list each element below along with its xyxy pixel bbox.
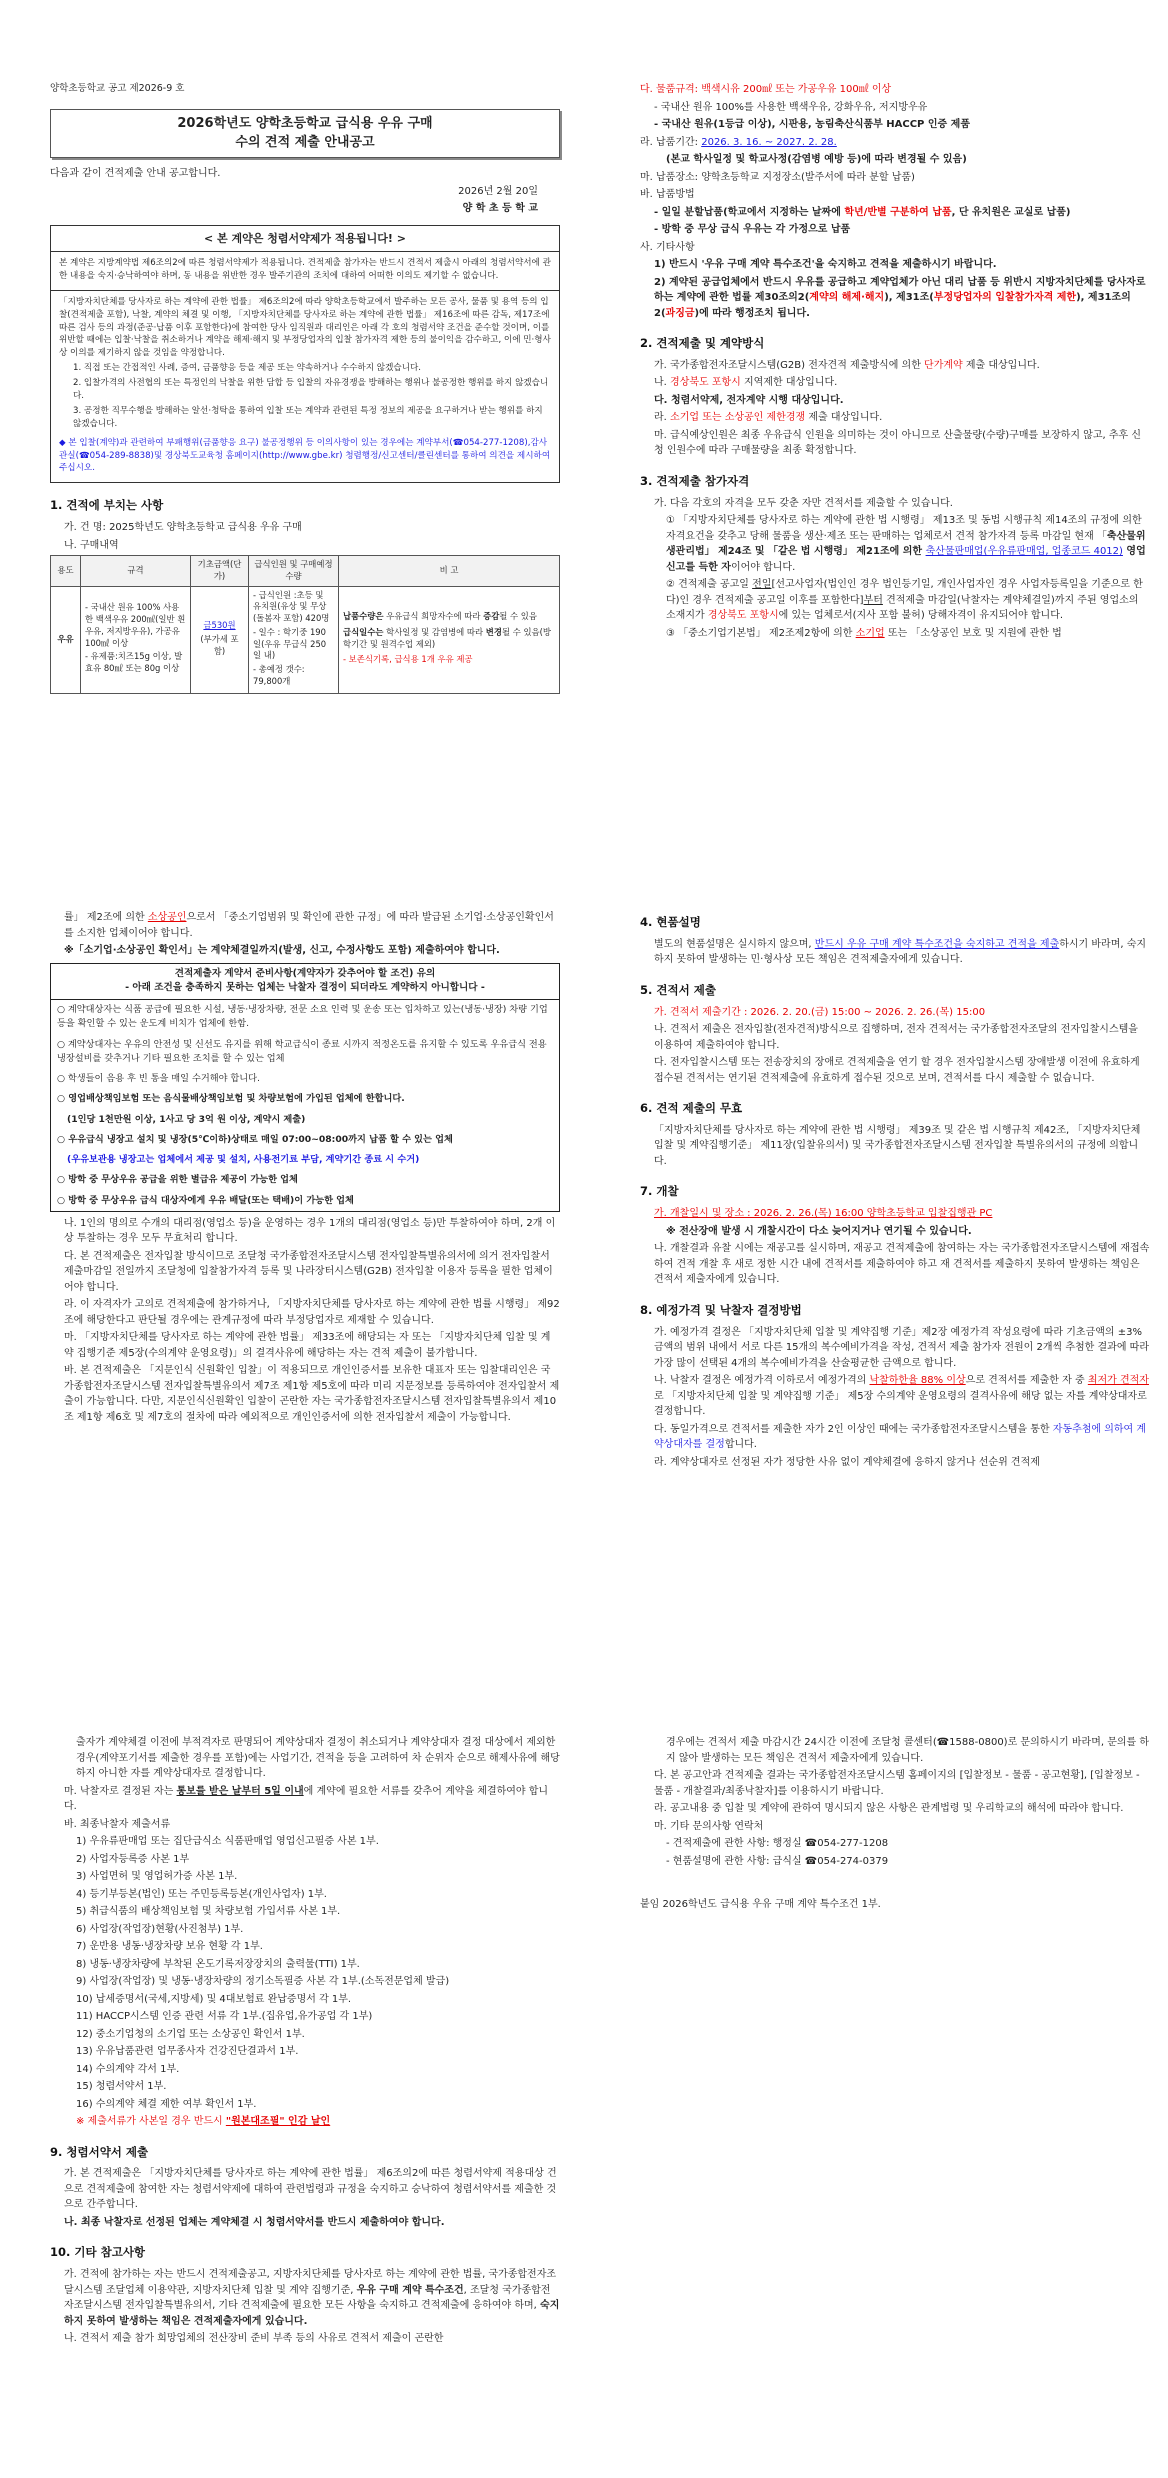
notice-heading: < 본 계약은 청렴서약제가 적용됩니다! > xyxy=(204,231,406,245)
title-line-1: 2026학년도 양학초등학교 급식용 우유 구매 xyxy=(177,115,433,131)
list-item: 7) 운반용 냉동·냉장차량 보유 현황 각 1부. xyxy=(76,1941,263,1952)
announce-number: 양학초등학교 공고 제2026-9 호 xyxy=(50,83,185,94)
qty-line: - 일수 : 학기중 190일(우유 무급식 250일 내) xyxy=(253,626,327,661)
notice-date: 2026년 2월 20일 xyxy=(458,185,538,197)
s3-item-3: ③ 「중소기업기본법」 제2조제2항에 의한 소기업 또는 「소상공인 보호 및 지원에 관한 법 xyxy=(666,627,1062,639)
box-heading-1: 견적제출자 계약서 준비사항(계약자가 갖추어야 할 조건) 유의 xyxy=(174,967,436,979)
base-price: 금530원 xyxy=(203,620,236,631)
title-line-2: 수의 견적 제출 안내공고 xyxy=(235,134,375,150)
delivery-period: 라. 납품기간: 2026. 3. 16. ~ 2027. 2. 28. xyxy=(640,136,837,148)
notice-report: ◆ 본 입찰(계약)과 관련하여 부패행위(금품향응 요구) 불공정행위 등 이의사항이 있는 경우에는 계약부서(☎054-277-1208),감사관실(☎054-289-8838)및 경상북도교육청 홈페이지(http://www.gbe.kr) 청렴행정/신고센터/클린센터를 통하여 의견을 제시하여 주십시오. xyxy=(59,437,551,474)
page3-right xyxy=(640,1735,1150,1915)
delivery-place: 마. 납품장소: 양학초등학교 지정장소(발주서에 따라 분할 납품) xyxy=(640,171,915,183)
section-7-title: 7. 개찰 xyxy=(640,1184,679,1199)
s10-e: 마. 기타 문의사항 연락처 xyxy=(654,1820,764,1832)
s5-a: 가. 견적서 제출기간 : 2026. 2. 20.(금) 15:00 ~ 2026. 2. 26.(목) 15:00 xyxy=(654,1006,986,1018)
s2-b: 나. 경상북도 포항시 지역제한 대상입니다. xyxy=(654,377,838,389)
list-item: 2) 사업자등록증 사본 1부 xyxy=(76,1853,190,1865)
table-header: 비 고 xyxy=(339,556,560,587)
table-cell-note xyxy=(339,586,560,693)
s10-d: 라. 공고내용 중 입찰 및 계약에 관하여 명시되지 않은 사항은 관계법령 및 우리학교의 해석에 따라야 합니다. xyxy=(654,1803,1124,1814)
table-row xyxy=(51,586,560,693)
s2-a: 가. 국가종합전자조달시스템(G2B) 전자견적 제출방식에 의한 단가계약 제출 대상입니다. xyxy=(654,359,1040,371)
s10-b: 나. 견적서 제출 참가 희망업체의 전산장비 준비 부족 등의 사유로 견적서 제출이 곤란한 xyxy=(64,2333,444,2345)
notice-item: 3. 공정한 직무수행을 방해하는 알선·청탁을 통하여 입찰 또는 계약과 관련된 특정 정보의 제공을 요구하거나 받는 행위를 하지 않겠습니다. xyxy=(73,405,543,429)
list-item: 15) 청렴서약서 1부. xyxy=(76,2081,167,2092)
integrity-notice xyxy=(50,225,560,483)
table-cell-use: 우유 xyxy=(51,586,81,693)
s8-d-cont: 출자가 계약체결 이전에 부적격자로 판명되어 계약상대자 결정이 취소되거나 계약상대자 결정 대상에서 제외한 경우(계약포기서를 제출한 경우를 포함)에는 사업기간, 견적을 등을 고려하여 차 순위자 순으로 해제사유에 해당하지 아니한 자를 계약상대자로 결정합니다. xyxy=(76,1737,560,1779)
s3-item-2: ② 견적제출 공고일 전일[선고사업자(법인인 경우 법인등기일, 개인사업자인 경우 사업자등록일을 기준으로 한다)인 경우 견적제출 공고일 이후를 포함한다]부터 견적제출 마감일(낙찰자는 계약체결일)까지 주된 영업소의 소재지가 경상북도 포항시에 있는 업체로서(지사 포함 불허) 당해자격이 유지되어야 합니다. xyxy=(666,579,1143,622)
box-item: ○ 방학 중 무상우유 공급을 위한 별급유 제공이 가능한 업체 xyxy=(57,1174,298,1186)
s3-confirm-note: ※「소기업·소상공인 확인서」는 계약체결일까지(발생, 신고, 수정사항도 포함) 제출하여야 합니다. xyxy=(64,945,500,956)
s10-b-cont: 경우에는 견적서 제출 마감시간 24시간 이전에 조달청 콜센터(☎1588-0800)로 문의하시기 바라며, 문의를 하지 않아 발생하는 모든 책임은 견적서 제출자에게 있습니다. xyxy=(666,1737,1150,1764)
s7-note: ※ 전산장애 발생 시 개찰시간이 다소 늦어지거나 연기될 수 있습니다. xyxy=(666,1225,972,1237)
s3-a: 가. 다음 각호의 자격을 모두 갖춘 자만 견적서를 제출할 수 있습니다. xyxy=(654,497,953,509)
box-heading-2: - 아래 조건을 충족하지 못하는 업체는 낙찰자 결정이 되더라도 계약하지 아니합니다 - xyxy=(125,982,485,994)
list-item: 14) 수의계약 각서 1부. xyxy=(76,2063,180,2075)
delivery-period-note: (본교 학사일정 및 학교사정(감염병 예방 등)에 따라 변경될 수 있음) xyxy=(666,154,967,165)
page3-left xyxy=(50,1735,560,2349)
section-1-title: 1. 견적에 부치는 사항 xyxy=(50,498,164,513)
s8-d: 라. 계약상대자로 선정된 자가 정당한 사유 없이 계약체결에 응하지 않거나 선순위 견적제 xyxy=(654,1456,1040,1468)
box-item: ○ 계약대상자는 식품 공급에 필요한 시설, 냉동·냉장차량, 전문 소요 인력 및 운송 또는 입차하고 있는(냉동·냉장) 차량 기업 등을 확인할 수 있는 운도계 비치가 업체에 한함. xyxy=(57,1004,548,1030)
spec-line: - 국내산 원유 100% 사용한 백색우유 200㎖(일반 흰우유, 저지방우유), 가공유 100㎖ 이상 xyxy=(85,602,186,648)
other-notes: 사. 기타사항 xyxy=(640,241,695,253)
s2-e: 마. 급식예상인원은 최종 우유급식 인원을 의미하는 것이 아니므로 산출물량(수량)구매를 보장하지 않고, 추후 신청 인원수에 따라 구매물량을 최종 확정합니다. xyxy=(654,429,1142,457)
s3-item: 마. 「지방자치단체를 당사자로 하는 계약에 관한 법률」 제33조에 해당되는 자 또는 「지방자치단체 입찰 및 계약 집행기준 제5장(수의계약 운영요령)」의 결격사유에 해당하는 자는 견적 제출이 불가합니다. xyxy=(64,1332,551,1359)
list-item: 12) 중소기업청의 소기업 또는 소상공인 확인서 1부. xyxy=(76,2028,305,2040)
notice-item: 2. 입찰가격의 사전협의 또는 특정인의 낙찰을 위한 담합 등 입찰의 자유경쟁을 방해하는 행위나 불공정한 행위를 하지 않겠습니다. xyxy=(73,378,549,401)
notice-body xyxy=(51,251,559,290)
note-line: 급식일수는 학사일정 및 감염병에 따라 변경될 수 있음(방학기간 및 원격수업 제외) xyxy=(343,626,551,649)
s10-a: 가. 견적에 참가하는 자는 반드시 견적제출공고, 지방자치단체를 당사자로 하는 계약에 관한 법률, 국가종합전자조달시스템 조달업체 이용약관, 지방자치단체 입찰 및 계약 집행기준, 우유 구매 계약 특수조건, 조달청 국가종합전자조달시스템 전자입찰특별유의서, 기타 견적제출에 필요한 모든 사항을 숙지하고 견적제출에 응하여야 하며, 숙지하지 못하여 발생하는 책임은 견적제출자에게 있습니다. xyxy=(64,2269,560,2327)
contract-prep-box xyxy=(50,963,560,1212)
qty-line: - 총예정 갯수: 79,800개 xyxy=(253,664,305,687)
delivery-method-2: - 방학 중 무상 급식 우유는 각 가정으로 납품 xyxy=(654,224,851,235)
spec-standard-1: - 국내산 원유 100%를 사용한 백색우유, 강화우유, 저지방우유 xyxy=(654,101,928,113)
notice-item: 1. 직접 또는 간접적인 사례, 증여, 금품향응 등을 제공 또는 약속하거나 수수하지 않겠습니다. xyxy=(73,363,422,374)
s3-item: 바. 본 견적제출은 「지문인식 신원확인 입찰」이 적용되므로 개인인증서를 보유한 대표자 또는 입찰대리인은 국가종합전자조달시스템 전자입찰특별유의서 제7조 제1항 제5호에 따라 미리 지문정보를 등록하여야 전자입찰서 제출이 가능합니다. 다만, 지문인식신원확인 입찰이 곤란한 자는 국가종합전자조달시스템 전자입찰특별유의서 제10조 제1항 제6호 및 제7호의 절차에 따라 예외적으로 개인인증서에 의한 전자입찰서 제출이 가능합니다. xyxy=(64,1365,560,1423)
list-item: 5) 취급식품의 배상책임보험 및 차량보험 가입서류 사본 1부. xyxy=(76,1906,341,1917)
note-line: 납품수량은 우유급식 희망자수에 따라 증감될 수 있음 xyxy=(343,611,537,622)
s3-item-1: ① 「지방자치단체를 당사자로 하는 계약에 관한 법 시행령」 제13조 및 동법 시행규칙 제14조의 규정에 의한 자격요건을 갖추고 당해 물품을 생산·제조 또는 판매하는 업체로서 견적 참가자격 등록 마감일 현재 「축산물위생관리법」 제24조 및 「같은 법 시행령」 제21조에 의한 축산물판매업(우유류판매업, 업종코드 4012) 영업신고를 득한 자이어야 합니다. xyxy=(666,515,1146,573)
table-header: 급식인원 및 구매예정수량 xyxy=(249,556,339,587)
title-box xyxy=(50,109,560,159)
spec-standard: 다. 물품규격: 백색시유 200㎖ 또는 가공우유 100㎖ 이상 xyxy=(640,84,892,95)
box-heading xyxy=(51,964,559,1001)
s3-item: 다. 본 견적제출은 전자입찰 방식이므로 조달청 국가종합전자조달시스템 전자입찰특별유의서에 의거 전자입찰서 제출마감일 전일까지 조달청에 입찰참가자격 등록 및 나라장터시스템(G2B) 전자입찰 이용자 등록을 필한 업체이어야 합니다. xyxy=(64,1250,553,1293)
spec-standard-2: - 국내산 원유(1등급 이상), 시판용, 농림축산식품부 HACCP 인증 제품 xyxy=(654,119,970,130)
school-name: 양 학 초 등 학 교 xyxy=(462,203,538,215)
table-cell-price xyxy=(191,586,249,693)
page1-right xyxy=(640,82,1150,643)
list-item: 6) 사업장(작업장)현황(사진첨부) 1부. xyxy=(76,1923,244,1935)
s2-d: 라. 소기업 또는 소상공인 제한경쟁 제출 대상입니다. xyxy=(654,412,883,424)
s2-c: 다. 청렴서약제, 전자계약 시행 대상입니다. xyxy=(654,394,844,406)
box-item: ○ 방학 중 무상우유 급식 대상자에게 우유 배달(또는 택배)이 가능한 업체 xyxy=(57,1194,354,1206)
section-3-title: 3. 견적제출 참가자격 xyxy=(640,473,750,488)
box-item: (우유보관용 냉장고는 업체에서 제공 및 설치, 사용전기료 부담, 계약기간 종료 시 수거) xyxy=(67,1154,420,1166)
price-note: (부가세 포함) xyxy=(200,633,239,656)
s5-b: 나. 견적서 제출은 전자입찰(전자견적)방식으로 집행하며, 전자 견적서는 국가종합전자조달의 전자입찰시스템을 이용하여 제출하여야 합니다. xyxy=(654,1024,1138,1051)
box-item: ○ 우유급식 냉장고 설치 및 냉장(5℃이하)상태로 매일 07:00~08:00까지 납품 할 수 있는 업체 xyxy=(57,1133,453,1145)
section-6-title: 6. 견적 제출의 무효 xyxy=(640,1101,743,1116)
section-10-title: 10. 기타 참고사항 xyxy=(50,2245,146,2260)
purchase-details-label: 나. 구매내역 xyxy=(64,539,119,551)
intro-text: 다음과 같이 견적제출 안내 공고합니다. xyxy=(50,168,221,180)
list-item: 11) HACCP시스템 인증 관련 서류 각 1부.(집유업,유가공업 각 1부) xyxy=(76,2011,373,2022)
section-8-title: 8. 예정가격 및 낙찰자 결정방법 xyxy=(640,1302,802,1317)
page1-left xyxy=(50,82,560,694)
s7-a: 가. 개찰일시 및 장소 : 2026. 2. 26.(목) 16:00 양학초등학교 입찰집행관 PC xyxy=(654,1208,993,1220)
s8-c: 다. 동일가격으로 견적서를 제출한 자가 2인 이상인 때에는 국가종합전자조달시스템을 통한 자동추첨에 의하여 계약상대자를 결정합니다. xyxy=(654,1423,1147,1451)
table-header: 기초금액(단가) xyxy=(191,556,249,587)
box-item: (1인당 1천만원 이상, 1사고 당 3억 원 이상, 계약시 제출) xyxy=(67,1113,306,1125)
document-list xyxy=(50,1834,560,2130)
s8-a: 가. 예정가격 결정은 「지방자치단체 입찰 및 계약집행 기준」제2장 예정가격 작성요령에 따라 기초금액의 ±3% 금액의 범위 내에서 서로 다른 15개의 복수예비가격을 작성, 견적서 제출 참가자 전원이 2개씩 추첨한 결과에 따라 가장 많이 선택된 4개의 복수예비가격을 산술평균한 금액으로 합니다. xyxy=(654,1326,1149,1369)
contact-admin: - 견적제출에 관한 사항: 행정실 ☎054-277-1208 xyxy=(666,1838,889,1849)
s4-text: 별도의 현품설명은 실시하지 않으며, 반드시 우유 구매 계약 특수조건을 숙지하고 견적을 제출하시기 바라며, 숙지하지 못하여 발생하는 민·형사상 모든 책임은 견적제출자에게 있습니다. xyxy=(654,938,1147,966)
attachment-note: 붙임 2026학년도 급식용 우유 구매 계약 특수조건 1부. xyxy=(640,1899,881,1910)
table-header: 용도 xyxy=(51,556,81,587)
list-item: 3) 사업면허 및 영업허가증 사본 1부. xyxy=(76,1871,238,1882)
s8-b: 나. 낙찰자 결정은 예정가격 이하로서 예정가격의 낙찰하한율 88% 이상으로 견적서를 제출한 자 중 최저가 견적자로 「지방자치단체 입찰 및 계약집행 기준」 제5장 수의계약 운영요령의 결격사유에 해당 없는 자를 계약상대자로 결정합니다. xyxy=(654,1375,1149,1418)
table-cell-qty xyxy=(249,586,339,693)
s6-text: 「지방자치단체를 당사자로 하는 계약에 관한 법 시행령」 제39조 및 같은 법 시행규칙 제42조, 「지방자치단체 입찰 및 계약집행기준」 제11장(입찰유의서) 및 국가종합전자조달시스템 전자입찰 특별유의서의 규정에 의합니다. xyxy=(654,1124,1141,1167)
s7-b: 나. 개찰결과 유찰 시에는 재공고를 실시하며, 재공고 견적제출에 참여하는 자는 국가종합전자조달시스템에 재접속하여 견적 개찰 후 새로 정한 시간 내에 견적서를 제출하여야 하고 재 견적서를 제출하지 못하여 발생하는 책임은 견적서 제출자에게 있습니다. xyxy=(654,1243,1150,1286)
table-cell-spec xyxy=(81,586,191,693)
section-9-title: 9. 청렴서약서 제출 xyxy=(50,2144,149,2159)
box-item: ○ 영업배상책임보험 또는 음식물배상책임보험 및 차량보험에 가입된 업체에 한합니다. xyxy=(57,1093,405,1105)
other-note-1: 1) 반드시 '우유 구매 계약 특수조건'을 숙지하고 견적을 제출하시기 바랍니다. xyxy=(654,259,997,270)
table-header: 규격 xyxy=(81,556,191,587)
notice-body-2 xyxy=(51,290,559,483)
table-header-row xyxy=(51,556,560,587)
qty-line: - 급식인원 :초등 및 유치원(유상 및 무상(돌봄자 포함) 420명 xyxy=(253,589,330,624)
note-line: - 보존식기록, 급식용 1개 우유 제공 xyxy=(343,654,473,665)
s8-f: 바. 최종낙찰자 제출서류 xyxy=(64,1818,171,1830)
list-item: 16) 수의계약 체결 제한 여부 확인서 1부. xyxy=(76,2098,257,2110)
list-item: 8) 냉동·냉장차량에 부착된 온도기록저장장치의 출력물(TTI) 1부. xyxy=(76,1958,360,1970)
list-item: 4) 등기부등본(법인) 또는 주민등록등본(개인사업자) 1부. xyxy=(76,1888,327,1900)
section-2-title: 2. 견적제출 및 계약방식 xyxy=(640,336,765,350)
documents-note: ※ 제출서류가 사본일 경우 반드시 "원본대조필" 인감 날인 xyxy=(76,2116,331,2127)
delivery-method-1: - 일일 분할납품(학교에서 지정하는 날짜에 학년/반별 구분하여 납품, 단 유치원은 교실로 납품) xyxy=(654,206,1071,218)
s3-item: 라. 이 자격자가 고의로 견적제출에 참가하거나, 「지방자치단체를 당사자로 하는 계약에 관한 법률 시행령」 제92조에 해당한다고 판단될 경우에는 관계규정에 따라 부정당업자로 제재할 수 있습니다. xyxy=(64,1299,560,1326)
list-item: 10) 납세증명서(국세,지방세) 및 4대보험료 완납증명서 각 1부. xyxy=(76,1993,352,2005)
box-item: ○ 계약상대자는 우유의 안전성 및 신선도 유지를 위해 학교급식이 종료 시까지 적정온도를 유지할 수 있도록 우유급식 전용 냉장설비를 갖추거나 기타 필요한 조치를 할 수 있는 업체 xyxy=(57,1038,547,1064)
list-item: 13) 우유납품관련 업무종사자 건강진단결과서 1부. xyxy=(76,2046,299,2057)
other-note-2: 2) 계약된 공급업체에서 반드시 우유를 공급하고 계약업체가 아닌 대리 납품 등 위반시 지방자치단체를 당사자로 하는 계약에 관한 법률 제30조의2(계약의 해제·해지), 제31조(부정당업자의 입찰참가자격 제한), 제31조의 2(과징금)에 따라 행정조치 됩니다. xyxy=(654,276,1146,319)
spec-line: - 유제품:치즈15g 이상, 발효유 80㎖ 또는 80g 이상 xyxy=(85,651,183,674)
purchase-table xyxy=(50,555,560,694)
box-item: ○ 학생들이 음용 후 빈 통을 매일 수거해야 합니다. xyxy=(57,1073,260,1085)
s10-c: 다. 본 공고안과 견적제출 결과는 국가종합전자조달시스템 홈페이지의 [입찰정보 - 물품 - 공고현황], [입찰정보 - 물품 - 개찰결과/최종낙찰자]를 이용하시기 바랍니다. xyxy=(654,1770,1140,1797)
section-4-title: 4. 현품설명 xyxy=(640,915,701,929)
notice-paragraph-2: 「지방자치단체를 당사자로 하는 계약에 관한 법률」 제6조의2에 따라 양학초등학교에서 발주하는 모든 공사, 물품 및 용역 등의 입찰(견적제출 포함), 낙찰, 계약의 체결 및 이행, 「지방자치단체를 당사자로 하는 계약에 관한 법률」 제16조에 따른 감독, 제17조에 따른 검사 등의 과정(준공·납품 이후 포함한다)에 참여한 당사 임직원과 대리인은 아래 각 호의 청렴서약 조건을 준수할 것이며, 이를 위반할 때에는 입찰·낙찰을 취소하거나 계약을 해제·해지 및 부정당업자의 입찰 참가자격 제한 등의 불이익을 감수하고, 이에 민·형사상 이의를 제기하지 않을 것임을 약정합니다. xyxy=(59,296,551,359)
notice-paragraph-1: 본 계약은 지방계약법 제6조의2에 따른 청렴서약제가 적용됩니다. 견적제출 참가자는 반드시 견적서 제출시 아래의 청렴서약서에 관한 내용을 숙지·승낙하여야 하며, 동 내용을 위반한 경우 발주기관의 조치에 대하여 어떠한 이의도 제기할 수 없습니다. xyxy=(59,257,551,281)
s3-item: 나. 1인의 명의로 수개의 대리점(영업소 등)을 운영하는 경우 1개의 대리점(영업소 등)만 투찰하여야 하며, 2개 이상 투찰하는 경우 모두 무효처리 합니다. xyxy=(64,1217,556,1245)
item-name: 가. 건 명: 2025학년도 양학초등학교 급식용 우유 구매 xyxy=(64,522,302,534)
s8-e: 마. 낙찰자로 결정된 자는 통보를 받은 날부터 5일 이내에 계약에 필요한 서류를 갖추어 계약을 체결하여야 합니다. xyxy=(64,1785,549,1812)
list-item: 9) 사업장(작업장) 및 냉동·냉장차량의 정기소독필증 사본 각 1부.(소독전문업체 발급) xyxy=(76,1976,450,1987)
s9-b: 나. 최종 낙찰자로 선정된 업체는 계약체결 시 청렴서약서를 반드시 제출하여야 합니다. xyxy=(64,2216,445,2228)
page2-left xyxy=(50,910,560,1427)
section-5-title: 5. 견적서 제출 xyxy=(640,982,716,997)
s5-c: 다. 전자입찰시스템 또는 전송장치의 장애로 견적제출을 연기 할 경우 전자입찰시스템 장애발생 이전에 유효하게 접수된 견적서는 연기된 견적제출에 유효하게 접수된 것으로 보며, 견적서를 다시 제출할 수 없습니다. xyxy=(654,1057,1140,1084)
delivery-method: 바. 납품방법 xyxy=(640,189,695,200)
page2-right xyxy=(640,910,1150,1472)
s3-item-3-cont: 률」 제2조에 의한 소상공인으로서 「중소기업범위 및 확인에 관한 규정」에 따라 발급된 소기업·소상공인확인서를 소지한 업체이어야 합니다. xyxy=(64,912,554,939)
s9-a: 가. 본 견적제출은 「지방자치단체를 당사자로 하는 계약에 관한 법률」 제6조의2에 따른 청렴서약제 적용대상 건으로 견적제출에 참여한 자는 청렴서약제에 대하여 관련법령과 규정을 숙지하고 승낙하여 청렴서약서를 제출한 것으로 간주합니다. xyxy=(64,2168,557,2211)
contact-kitchen: - 현품설명에 관한 사항: 급식실 ☎054-274-0379 xyxy=(666,1855,889,1867)
list-item: 1) 우유류판매업 또는 집단급식소 식품판매업 영업신고필증 사본 1부. xyxy=(76,1836,379,1847)
